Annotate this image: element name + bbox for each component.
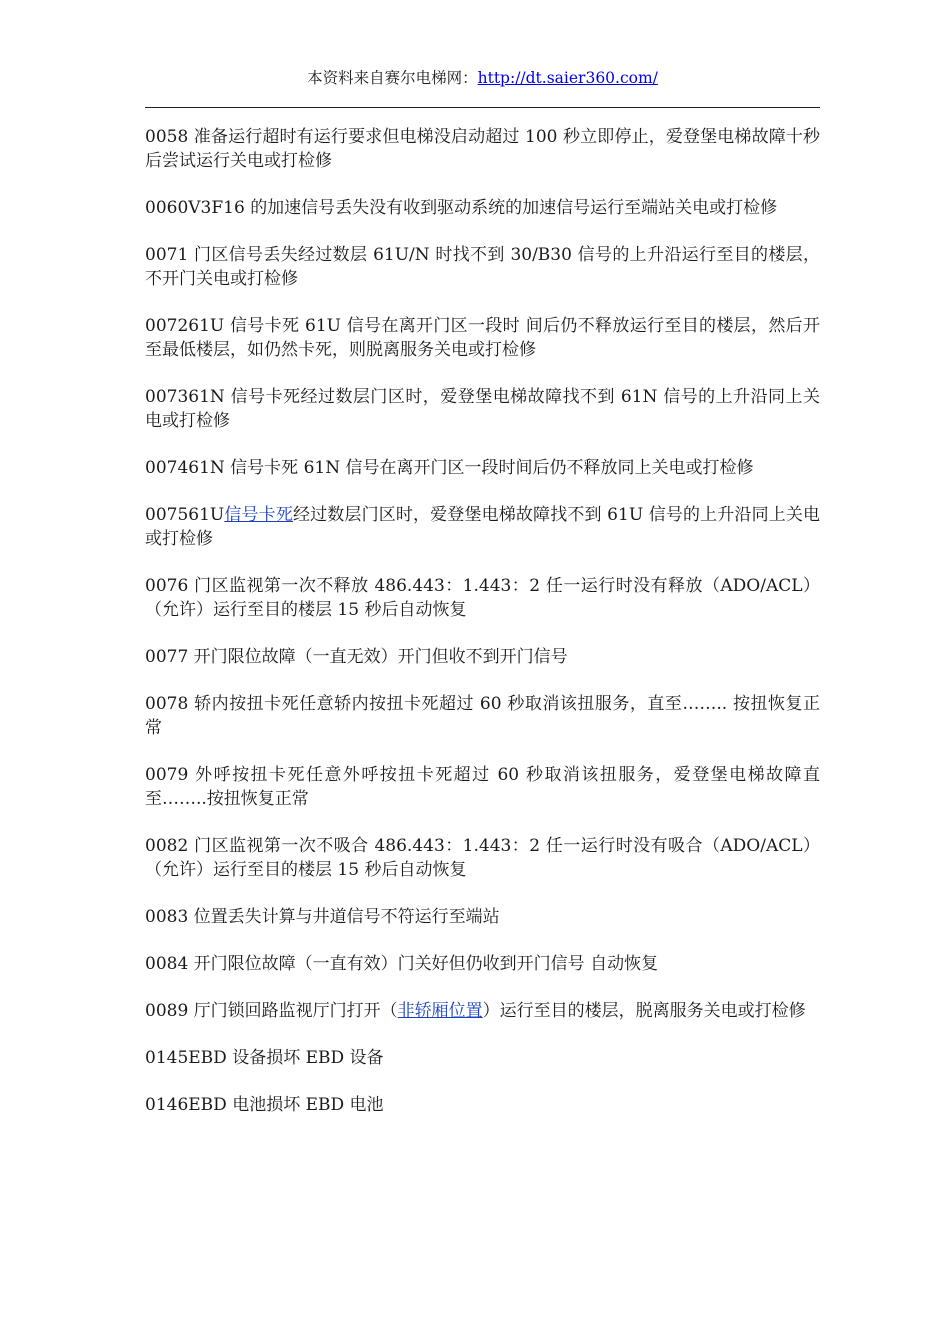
- paragraph-text: 007561U: [145, 505, 225, 525]
- paragraph-text: 0146EBD 电池损坏 EBD 电池: [145, 1095, 384, 1115]
- paragraph-text: 0089 厅门锁回路监视厅门打开（: [145, 1001, 398, 1021]
- paragraph-text: 0058 准备运行超时有运行要求但电梯没启动超过 100 秒立即停止，爱登堡电梯故障十秒后尝试运行关电或打检修: [145, 127, 820, 171]
- page-header: [145, 68, 820, 88]
- inline-link[interactable]: 信号卡死: [224, 505, 293, 525]
- fault-code-paragraph: [145, 952, 820, 976]
- paragraph-text: 007461N 信号卡死 61N 信号在离开门区一段时间后仍不释放同上关电或打检修: [145, 458, 754, 478]
- header-divider: [145, 107, 820, 108]
- fault-code-paragraph: [145, 645, 820, 669]
- inline-link[interactable]: 非轿厢位置: [397, 1001, 483, 1021]
- header-source-label: 本资料来自赛尔电梯网：: [307, 69, 478, 87]
- paragraph-text: 经过数层门区时，爱登堡电梯故障找不到 61U 信号的上升沿同上关电或打检修: [145, 505, 821, 549]
- fault-code-paragraph: [145, 1093, 820, 1117]
- fault-code-paragraph: [145, 456, 820, 480]
- header-link[interactable]: http://dt.saier360.com/: [477, 69, 658, 87]
- fault-code-paragraph: [145, 999, 820, 1023]
- paragraph-text: 0060V3F16 的加速信号丢失没有收到驱动系统的加速信号运行至端站关电或打检修: [145, 198, 778, 218]
- paragraph-text: 0071 门区信号丢失经过数层 61U/N 时找不到 30/B30 信号的上升沿运行至目的楼层，不开门关电或打检修: [145, 245, 820, 289]
- fault-code-paragraph: [145, 834, 820, 882]
- fault-code-paragraph: [145, 574, 820, 622]
- fault-code-paragraph: [145, 243, 820, 291]
- paragraph-text: 0076 门区监视第一次不释放 486.443：1.443：2 任一运行时没有释放（ADO/ACL）（允许）运行至目的楼层 15 秒后自动恢复: [145, 576, 820, 620]
- fault-code-paragraph: [145, 692, 820, 740]
- fault-code-paragraph: [145, 125, 820, 173]
- fault-code-paragraph: [145, 385, 820, 433]
- paragraph-text: 0078 轿内按扭卡死任意轿内按扭卡死超过 60 秒取消该扭服务，直至…….. 按扭恢复正常: [145, 694, 820, 738]
- fault-code-paragraph: [145, 314, 820, 362]
- fault-code-paragraph: [145, 1046, 820, 1070]
- paragraph-text: ）运行至目的楼层，脱离服务关电或打检修: [482, 1001, 806, 1021]
- paragraph-text: 0079 外呼按扭卡死任意外呼按扭卡死超过 60 秒取消该扭服务，爱登堡电梯故障直至……..按扭恢复正常: [145, 765, 820, 809]
- paragraph-text: 007261U 信号卡死 61U 信号在离开门区一段时 间后仍不释放运行至目的楼层，然后开至最低楼层，如仍然卡死，则脱离服务关电或打检修: [145, 316, 820, 360]
- paragraph-text: 0083 位置丢失计算与井道信号不符运行至端站: [145, 907, 500, 927]
- paragraph-text: 0077 开门限位故障（一直无效）开门但收不到开门信号: [145, 647, 568, 667]
- fault-code-paragraph: [145, 196, 820, 220]
- document-body: [145, 125, 820, 1140]
- paragraph-text: 0084 开门限位故障（一直有效）门关好但仍收到开门信号 自动恢复: [145, 954, 659, 974]
- fault-code-paragraph: [145, 763, 820, 811]
- fault-code-paragraph: [145, 905, 820, 929]
- fault-code-paragraph: [145, 503, 820, 551]
- paragraph-text: 0145EBD 设备损坏 EBD 设备: [145, 1048, 384, 1068]
- paragraph-text: 007361N 信号卡死经过数层门区时，爱登堡电梯故障找不到 61N 信号的上升沿同上关电或打检修: [145, 387, 820, 431]
- paragraph-text: 0082 门区监视第一次不吸合 486.443：1.443：2 任一运行时没有吸合（ADO/ACL）（允许）运行至目的楼层 15 秒后自动恢复: [145, 836, 820, 880]
